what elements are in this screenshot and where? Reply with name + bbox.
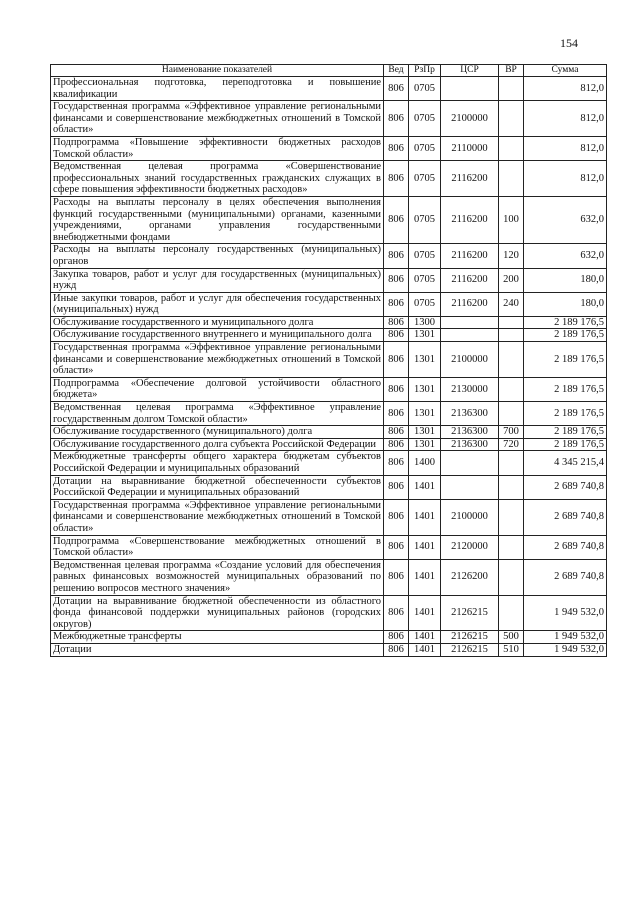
table-body: [51, 77, 607, 657]
table-row: [51, 316, 607, 329]
row-ved-cell: 806: [384, 438, 409, 451]
table-row: [51, 268, 607, 292]
row-vr-cell: [499, 595, 524, 631]
row-vr-cell: [499, 329, 524, 342]
row-vr-cell: 200: [499, 268, 524, 292]
row-vr-cell: [499, 161, 524, 197]
table-row: [51, 342, 607, 378]
row-rzpr-cell: 1401: [409, 559, 441, 595]
row-sum-cell: 2 689 740,8: [524, 499, 607, 535]
row-vr-cell: [499, 377, 524, 401]
row-vr-cell: [499, 475, 524, 499]
row-name-cell: Закупка товаров, работ и услуг для государственных (муниципальных) нужд: [51, 268, 384, 292]
row-vr-cell: [499, 559, 524, 595]
row-rzpr-cell: 1301: [409, 426, 441, 439]
row-ved-cell: 806: [384, 535, 409, 559]
row-ved-cell: 806: [384, 316, 409, 329]
column-header-ved: Вед: [384, 65, 409, 77]
row-name-cell: Ведомственная целевая программа «Эффективное управление государственным долгом Томской области»: [51, 402, 384, 426]
row-sum-cell: 1 949 532,0: [524, 631, 607, 644]
table-row: [51, 535, 607, 559]
row-csr-cell: 2136300: [441, 438, 499, 451]
row-sum-cell: 1 949 532,0: [524, 643, 607, 656]
row-name-cell: Подпрограмма «Повышение эффективности бюджетных расходов Томской области»: [51, 136, 384, 160]
row-csr-cell: 2130000: [441, 377, 499, 401]
row-ved-cell: 806: [384, 244, 409, 268]
row-csr-cell: 2116200: [441, 196, 499, 243]
row-vr-cell: [499, 342, 524, 378]
row-rzpr-cell: 1401: [409, 631, 441, 644]
row-name-cell: Государственная программа «Эффективное управление региональными финансами и совершенствование межбюджетных отношений в Томской области»: [51, 101, 384, 137]
row-name-cell: Иные закупки товаров, работ и услуг для обеспечения государственных (муниципальных) нужд: [51, 292, 384, 316]
table-row: [51, 438, 607, 451]
row-ved-cell: 806: [384, 631, 409, 644]
row-rzpr-cell: 0705: [409, 161, 441, 197]
row-rzpr-cell: 1301: [409, 438, 441, 451]
row-sum-cell: 2 189 176,5: [524, 316, 607, 329]
row-sum-cell: 812,0: [524, 161, 607, 197]
row-name-cell: Профессиональная подготовка, переподготовка и повышение квалификации: [51, 77, 384, 101]
row-vr-cell: 120: [499, 244, 524, 268]
row-rzpr-cell: 0705: [409, 77, 441, 101]
row-csr-cell: 2100000: [441, 101, 499, 137]
row-csr-cell: 2100000: [441, 499, 499, 535]
table-header-row: [51, 65, 607, 77]
row-rzpr-cell: 0705: [409, 244, 441, 268]
row-sum-cell: 2 689 740,8: [524, 559, 607, 595]
row-vr-cell: [499, 499, 524, 535]
budget-table: [50, 64, 607, 657]
row-csr-cell: 2116200: [441, 292, 499, 316]
row-csr-cell: 2136300: [441, 402, 499, 426]
table-row: [51, 101, 607, 137]
row-csr-cell: 2116200: [441, 161, 499, 197]
column-header-vr: ВР: [499, 65, 524, 77]
row-name-cell: Обслуживание государственного (муниципального) долга: [51, 426, 384, 439]
row-sum-cell: 632,0: [524, 244, 607, 268]
row-ved-cell: 806: [384, 377, 409, 401]
row-ved-cell: 806: [384, 268, 409, 292]
row-name-cell: Межбюджетные трансферты: [51, 631, 384, 644]
table-row: [51, 475, 607, 499]
row-name-cell: Обслуживание государственного внутреннего и муниципального долга: [51, 329, 384, 342]
page-number: 154: [560, 36, 578, 50]
row-name-cell: Подпрограмма «Обеспечение долговой устойчивости областного бюджета»: [51, 377, 384, 401]
row-ved-cell: 806: [384, 329, 409, 342]
row-csr-cell: [441, 329, 499, 342]
row-ved-cell: 806: [384, 292, 409, 316]
row-csr-cell: 2116200: [441, 268, 499, 292]
row-rzpr-cell: 1401: [409, 595, 441, 631]
row-sum-cell: 2 189 176,5: [524, 329, 607, 342]
row-sum-cell: 2 689 740,8: [524, 475, 607, 499]
row-sum-cell: 2 189 176,5: [524, 377, 607, 401]
table-row: [51, 329, 607, 342]
table-row: [51, 377, 607, 401]
row-ved-cell: 806: [384, 475, 409, 499]
table-row: [51, 136, 607, 160]
row-csr-cell: 2116200: [441, 244, 499, 268]
row-rzpr-cell: 1401: [409, 535, 441, 559]
row-ved-cell: 806: [384, 161, 409, 197]
row-rzpr-cell: 0705: [409, 196, 441, 243]
row-name-cell: Обслуживание государственного и муниципального долга: [51, 316, 384, 329]
table-row: [51, 631, 607, 644]
row-ved-cell: 806: [384, 643, 409, 656]
row-name-cell: Дотации: [51, 643, 384, 656]
row-vr-cell: [499, 316, 524, 329]
row-sum-cell: 2 189 176,5: [524, 426, 607, 439]
row-sum-cell: 2 689 740,8: [524, 535, 607, 559]
row-csr-cell: 2136300: [441, 426, 499, 439]
row-csr-cell: 2110000: [441, 136, 499, 160]
row-vr-cell: [499, 451, 524, 475]
row-rzpr-cell: 1401: [409, 475, 441, 499]
row-ved-cell: 806: [384, 426, 409, 439]
row-csr-cell: 2126215: [441, 631, 499, 644]
column-header-rzpr: РзПр: [409, 65, 441, 77]
row-rzpr-cell: 1301: [409, 377, 441, 401]
column-header-name: Наименование показателей: [51, 65, 384, 77]
row-vr-cell: 510: [499, 643, 524, 656]
row-name-cell: Обслуживание государственного долга субъекта Российской Федерации: [51, 438, 384, 451]
column-header-sum: Сумма: [524, 65, 607, 77]
row-csr-cell: [441, 475, 499, 499]
row-sum-cell: 180,0: [524, 268, 607, 292]
row-name-cell: Ведомственная целевая программа «Создание условий для обеспечения равных финансовых возможностей муниципальных образований по решению вопросов местного значения»: [51, 559, 384, 595]
row-name-cell: Государственная программа «Эффективное управление региональными финансами и совершенствование межбюджетных отношений в Томской области»: [51, 499, 384, 535]
row-name-cell: Дотации на выравнивание бюджетной обеспеченности из областного фонда финансовой поддержки муниципальных районов (городских округов): [51, 595, 384, 631]
row-csr-cell: 2126200: [441, 559, 499, 595]
table-row: [51, 499, 607, 535]
row-ved-cell: 806: [384, 595, 409, 631]
row-sum-cell: 180,0: [524, 292, 607, 316]
row-sum-cell: 1 949 532,0: [524, 595, 607, 631]
row-sum-cell: 812,0: [524, 101, 607, 137]
row-csr-cell: [441, 451, 499, 475]
table-row: [51, 451, 607, 475]
row-sum-cell: 812,0: [524, 77, 607, 101]
row-ved-cell: 806: [384, 559, 409, 595]
row-ved-cell: 806: [384, 136, 409, 160]
row-rzpr-cell: 1301: [409, 329, 441, 342]
row-sum-cell: 2 189 176,5: [524, 342, 607, 378]
row-sum-cell: 2 189 176,5: [524, 438, 607, 451]
row-vr-cell: [499, 402, 524, 426]
row-sum-cell: 812,0: [524, 136, 607, 160]
table-row: [51, 161, 607, 197]
row-ved-cell: 806: [384, 77, 409, 101]
row-name-cell: Государственная программа «Эффективное управление региональными финансами и совершенствование межбюджетных отношений в Томской области»: [51, 342, 384, 378]
row-vr-cell: 100: [499, 196, 524, 243]
row-ved-cell: 806: [384, 402, 409, 426]
row-rzpr-cell: 1300: [409, 316, 441, 329]
column-header-csr: ЦСР: [441, 65, 499, 77]
row-sum-cell: 2 189 176,5: [524, 402, 607, 426]
table-row: [51, 402, 607, 426]
row-ved-cell: 806: [384, 196, 409, 243]
row-vr-cell: [499, 101, 524, 137]
row-vr-cell: 720: [499, 438, 524, 451]
row-rzpr-cell: 0705: [409, 136, 441, 160]
row-csr-cell: 2120000: [441, 535, 499, 559]
row-rzpr-cell: 1400: [409, 451, 441, 475]
table-row: [51, 292, 607, 316]
row-rzpr-cell: 1401: [409, 643, 441, 656]
row-name-cell: Ведомственная целевая программа «Совершенствование профессиональных знаний государственных гражданских служащих в сфере повышения эффективности бюджетных расходов»: [51, 161, 384, 197]
table-row: [51, 196, 607, 243]
row-vr-cell: [499, 77, 524, 101]
row-name-cell: Расходы на выплаты персоналу в целях обеспечения выполнения функций государственными (муниципальными) органами, казенными учреждениями, органами управления государственными внебюджетными фондами: [51, 196, 384, 243]
row-sum-cell: 4 345 215,4: [524, 451, 607, 475]
row-vr-cell: 500: [499, 631, 524, 644]
table-row: [51, 559, 607, 595]
row-ved-cell: 806: [384, 499, 409, 535]
row-csr-cell: [441, 77, 499, 101]
row-vr-cell: [499, 535, 524, 559]
row-name-cell: Подпрограмма «Совершенствование межбюджетных отношений в Томской области»: [51, 535, 384, 559]
table-row: [51, 426, 607, 439]
table-row: [51, 77, 607, 101]
row-rzpr-cell: 0705: [409, 101, 441, 137]
row-rzpr-cell: 1301: [409, 402, 441, 426]
row-csr-cell: 2126215: [441, 643, 499, 656]
row-rzpr-cell: 0705: [409, 268, 441, 292]
row-rzpr-cell: 1401: [409, 499, 441, 535]
row-rzpr-cell: 0705: [409, 292, 441, 316]
row-ved-cell: 806: [384, 451, 409, 475]
row-ved-cell: 806: [384, 342, 409, 378]
row-csr-cell: 2126215: [441, 595, 499, 631]
row-csr-cell: [441, 316, 499, 329]
table-row: [51, 595, 607, 631]
row-name-cell: Дотации на выравнивание бюджетной обеспеченности субъектов Российской Федерации и муниципальных образований: [51, 475, 384, 499]
row-csr-cell: 2100000: [441, 342, 499, 378]
row-sum-cell: 632,0: [524, 196, 607, 243]
row-rzpr-cell: 1301: [409, 342, 441, 378]
row-name-cell: Расходы на выплаты персоналу государственных (муниципальных) органов: [51, 244, 384, 268]
table-row: [51, 643, 607, 656]
row-vr-cell: 700: [499, 426, 524, 439]
row-vr-cell: 240: [499, 292, 524, 316]
row-vr-cell: [499, 136, 524, 160]
row-ved-cell: 806: [384, 101, 409, 137]
table-row: [51, 244, 607, 268]
row-name-cell: Межбюджетные трансферты общего характера бюджетам субъектов Российской Федерации и муниципальных образований: [51, 451, 384, 475]
